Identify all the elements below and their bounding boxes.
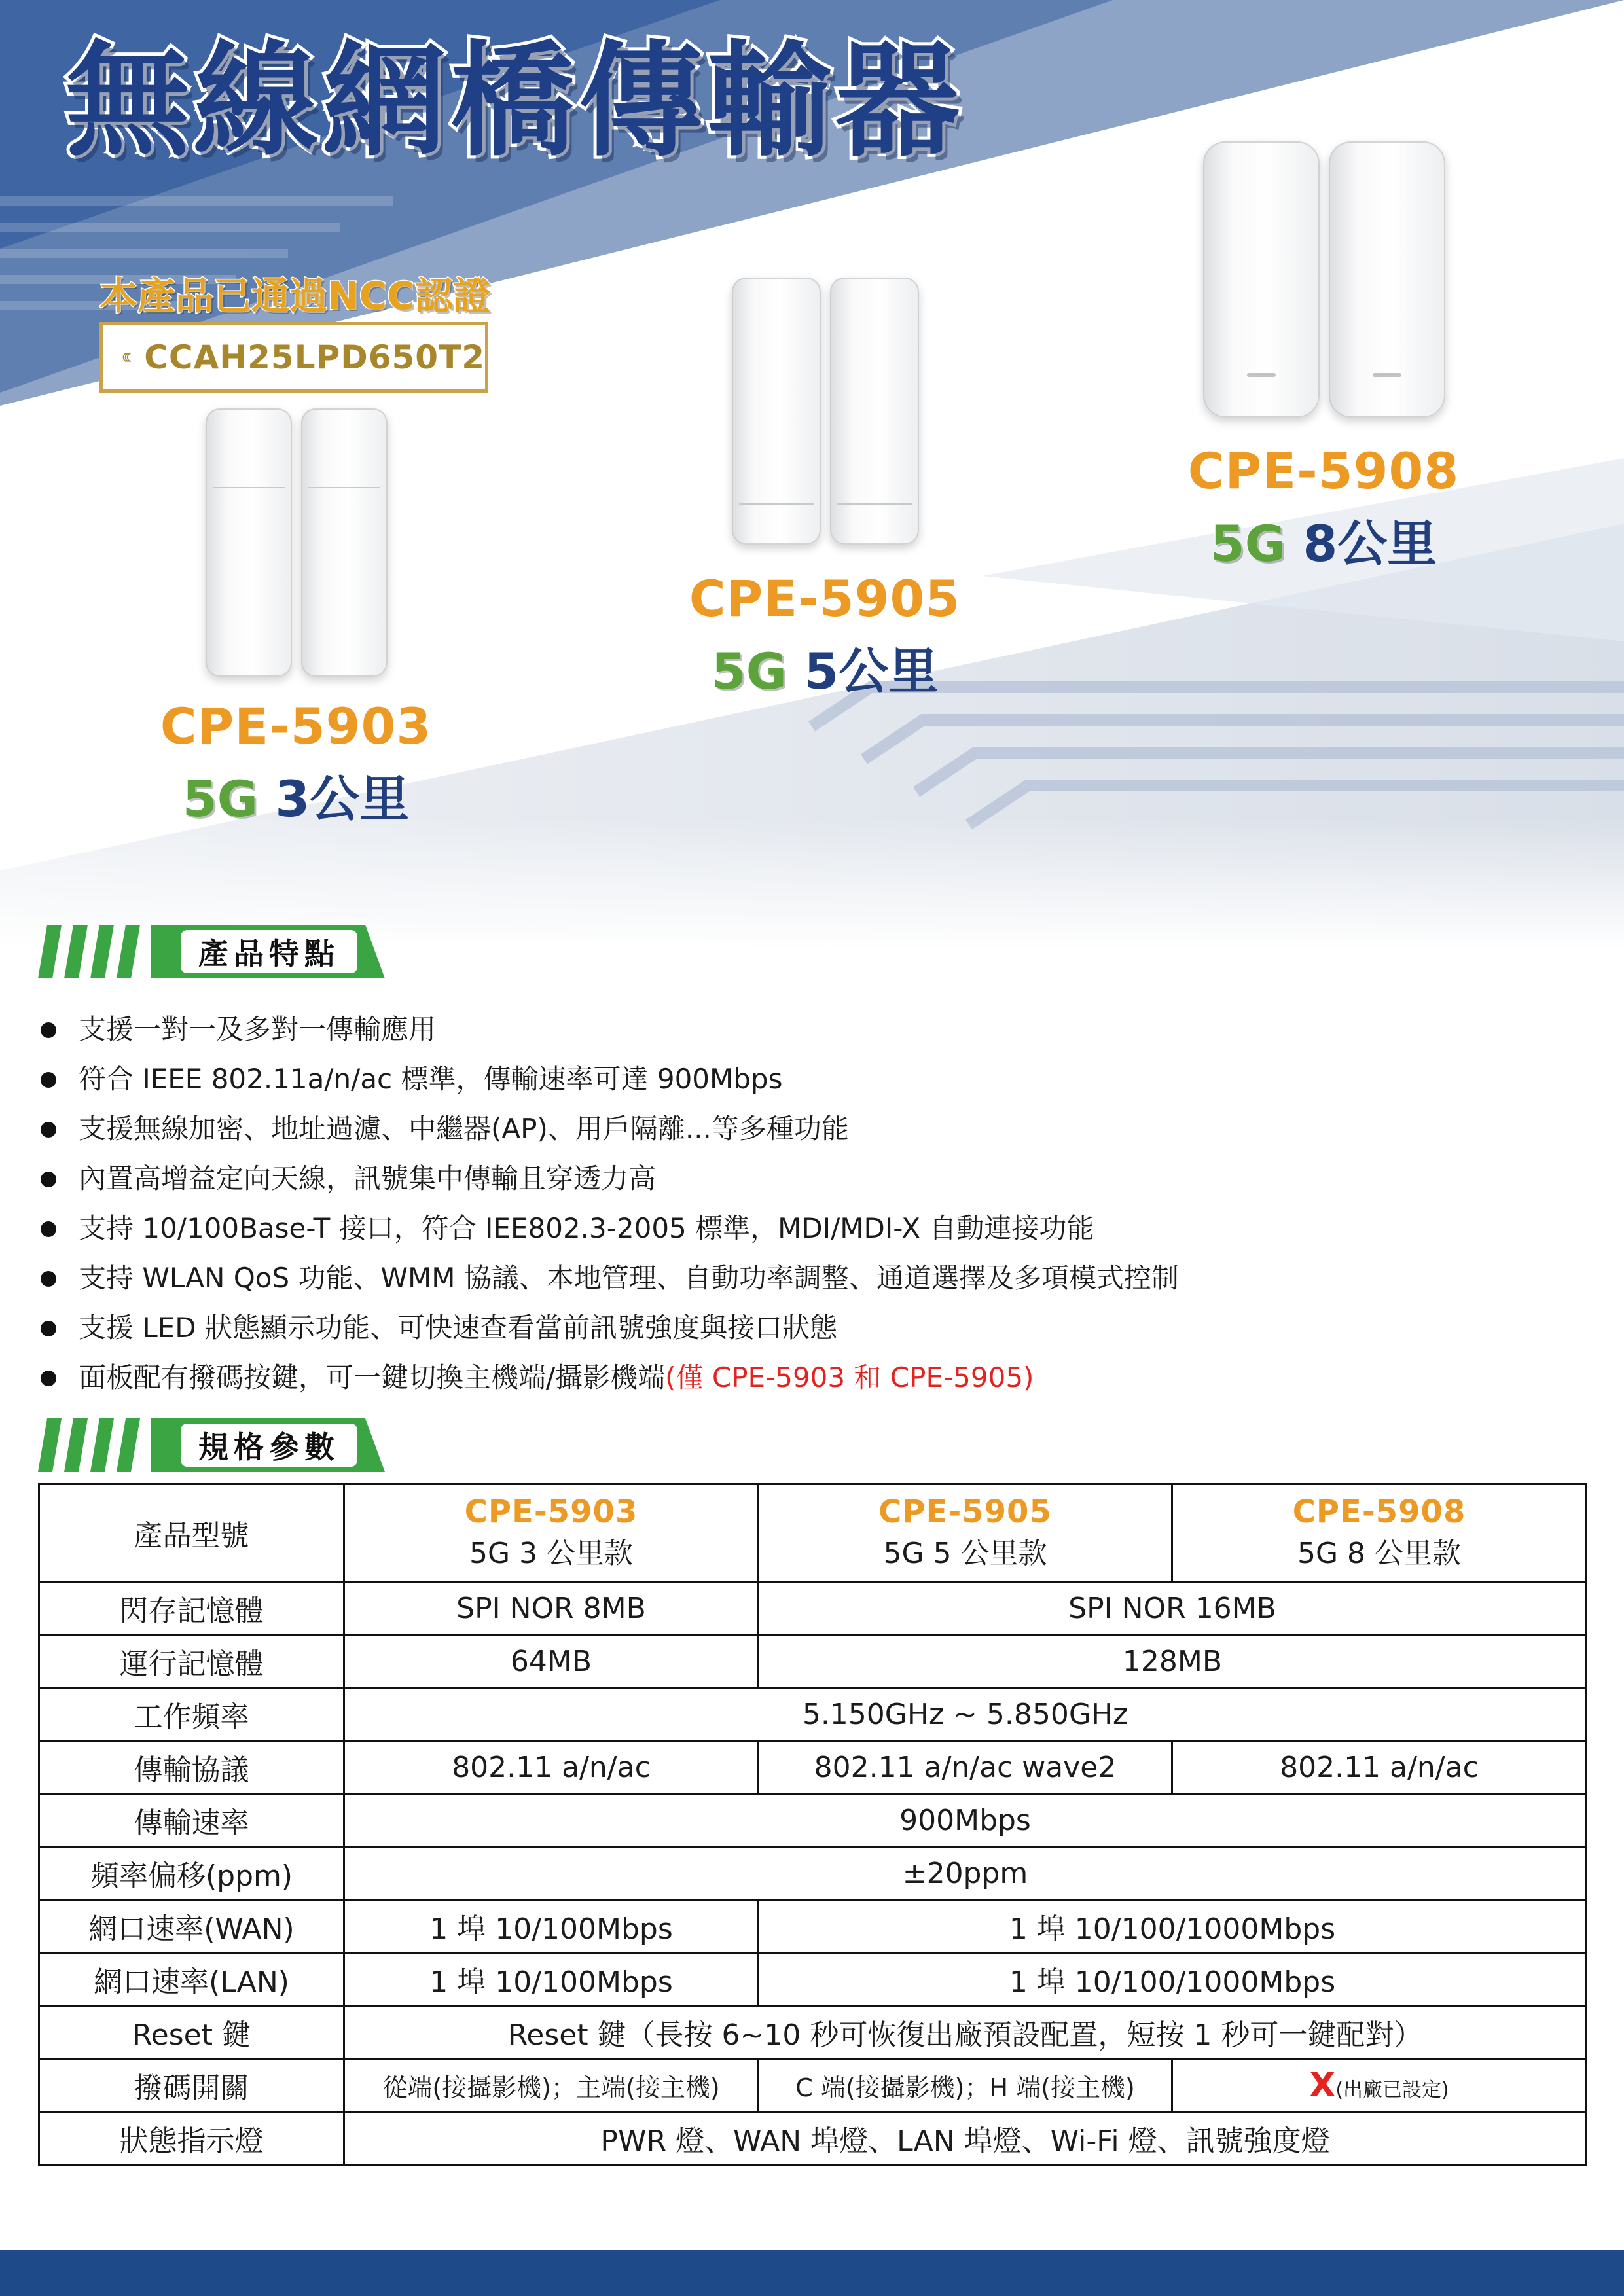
cpe-5903-device-left bbox=[206, 408, 292, 677]
table-row bbox=[39, 1484, 1587, 1582]
cpe-5903-range bbox=[132, 759, 460, 831]
spec-section-header bbox=[38, 1418, 385, 1472]
row-label: 傳輸協議 bbox=[39, 1741, 344, 1794]
spec-table bbox=[38, 1483, 1587, 2166]
cpe-5908-range bbox=[1160, 504, 1487, 575]
table-cell: 1 埠 10/100Mbps bbox=[344, 1900, 759, 1953]
not-applicable-mark: X bbox=[1309, 2066, 1336, 2105]
footer-bar bbox=[0, 2250, 1624, 2296]
ncc-badge bbox=[99, 322, 488, 393]
cpe-5905-band: 5G bbox=[711, 642, 787, 700]
row-label: 網口速率(LAN) bbox=[39, 1953, 344, 2006]
bullet-icon bbox=[41, 1022, 56, 1038]
cpe-5903-band: 5G bbox=[182, 770, 258, 828]
row-label: 頻率偏移(ppm) bbox=[39, 1847, 344, 1900]
list-item: 支援無線加密、地址過濾、中繼器(AP)、用戶隔離...等多種功能 bbox=[38, 1104, 1179, 1154]
cpe-5908-device-left bbox=[1203, 141, 1320, 418]
bullet-icon bbox=[41, 1371, 56, 1386]
table-row bbox=[39, 2059, 1587, 2112]
model-cell: CPE-5905 5G 5 公里款 bbox=[759, 1484, 1172, 1582]
cpe-5908-distance: 8公里 bbox=[1303, 514, 1437, 573]
table-row bbox=[39, 1953, 1587, 2006]
row-label: Reset 鍵 bbox=[39, 2006, 344, 2059]
table-row bbox=[39, 1847, 1587, 1900]
table-row bbox=[39, 1635, 1587, 1688]
row-label: 傳輸速率 bbox=[39, 1794, 344, 1847]
cpe-5908-model: CPE-5908 bbox=[1187, 442, 1460, 500]
page-title: 無線網橋傳輸器 bbox=[65, 29, 964, 173]
cpe-5905-device-left bbox=[732, 278, 821, 545]
spec-heading: 規格參數 bbox=[198, 1429, 340, 1465]
ncc-logo-icon bbox=[120, 336, 132, 379]
cpe-5903-model: CPE-5903 bbox=[160, 697, 432, 755]
features-heading: 產品特點 bbox=[198, 936, 340, 971]
bullet-icon bbox=[41, 1271, 56, 1287]
table-cell bbox=[1172, 2059, 1587, 2112]
table-row bbox=[39, 1794, 1587, 1847]
cpe-5903-device-right bbox=[301, 408, 388, 677]
row-label: 運行記憶體 bbox=[39, 1635, 344, 1688]
row-label: 產品型號 bbox=[39, 1484, 344, 1582]
ncc-certified-heading: 本產品已通過NCC認證 bbox=[99, 274, 491, 318]
row-label: 閃存記憶體 bbox=[39, 1582, 344, 1635]
row-label: 狀態指示燈 bbox=[39, 2112, 344, 2165]
bullet-icon bbox=[41, 1321, 56, 1336]
table-row bbox=[39, 1688, 1587, 1741]
list-item: 支援一對一及多對一傳輸應用 bbox=[38, 1005, 1179, 1054]
row-label: 網口速率(WAN) bbox=[39, 1900, 344, 1953]
row-label: 工作頻率 bbox=[39, 1688, 344, 1741]
table-cell: 1 埠 10/100/1000Mbps bbox=[759, 1900, 1587, 1953]
factory-set-note: (出廠已設定) bbox=[1335, 2079, 1449, 2102]
list-item: 支援 LED 狀態顯示功能、可快速查看當前訊號強度與接口狀態 bbox=[38, 1303, 1179, 1353]
model-cell: CPE-5908 5G 8 公里款 bbox=[1172, 1484, 1587, 1582]
table-cell: 5.150GHz ~ 5.850GHz bbox=[344, 1688, 1587, 1741]
table-row bbox=[39, 2112, 1587, 2165]
table-cell: C 端(接攝影機)；H 端(接主機) bbox=[759, 2059, 1172, 2112]
table-cell: 從端(接攝影機)；主端(接主機) bbox=[344, 2059, 759, 2112]
table-cell: SPI NOR 16MB bbox=[759, 1582, 1587, 1635]
features-section-header bbox=[38, 925, 385, 978]
table-cell: SPI NOR 8MB bbox=[344, 1582, 759, 1635]
list-item: 內置高增益定向天線，訊號集中傳輸且穿透力高 bbox=[38, 1154, 1179, 1204]
table-cell: 128MB bbox=[759, 1635, 1587, 1688]
table-cell: 1 埠 10/100Mbps bbox=[344, 1953, 759, 2006]
table-row bbox=[39, 2006, 1587, 2059]
table-cell: 802.11 a/n/ac bbox=[344, 1741, 759, 1794]
table-cell: 802.11 a/n/ac wave2 bbox=[759, 1741, 1172, 1794]
list-item: 符合 IEEE 802.11a/n/ac 標準，傳輸速率可達 900Mbps bbox=[38, 1054, 1179, 1104]
table-cell: 802.11 a/n/ac bbox=[1172, 1741, 1587, 1794]
table-cell: 900Mbps bbox=[344, 1794, 1587, 1847]
table-cell: 64MB bbox=[344, 1635, 759, 1688]
row-label: 撥碼開關 bbox=[39, 2059, 344, 2112]
list-item: 支持 10/100Base-T 接口，符合 IEE802.3-2005 標準，MDI/MDI-X 自動連接功能 bbox=[38, 1204, 1179, 1253]
cpe-5905-distance: 5公里 bbox=[804, 642, 939, 700]
table-row bbox=[39, 1741, 1587, 1794]
cpe-5905-device-right bbox=[830, 278, 919, 545]
table-cell: PWR 燈、WAN 埠燈、LAN 埠燈、Wi-Fi 燈、訊號強度燈 bbox=[344, 2112, 1587, 2165]
table-cell: 1 埠 10/100/1000Mbps bbox=[759, 1953, 1587, 2006]
list-item: 面板配有撥碼按鍵，可一鍵切換主機端/攝影機端(僅 CPE-5903 和 CPE-5905) bbox=[38, 1353, 1179, 1403]
bullet-icon bbox=[41, 1072, 56, 1088]
table-row bbox=[39, 1900, 1587, 1953]
feature-note: (僅 CPE-5903 和 CPE-5905) bbox=[665, 1361, 1034, 1393]
bullet-icon bbox=[41, 1172, 56, 1187]
cpe-5905-range bbox=[661, 632, 988, 703]
list-item: 支持 WLAN QoS 功能、WMM 協議、本地管理、自動功率調整、通道選擇及多項模式控制 bbox=[38, 1253, 1179, 1303]
bullet-icon bbox=[41, 1221, 56, 1237]
cpe-5908-band: 5G bbox=[1210, 514, 1286, 573]
table-cell: ±20ppm bbox=[344, 1847, 1587, 1900]
cpe-5903-distance: 3公里 bbox=[275, 770, 410, 828]
table-row bbox=[39, 1582, 1587, 1635]
ncc-code: CCAH25LPD650T2 bbox=[144, 338, 485, 376]
table-cell: Reset 鍵（長按 6~10 秒可恢復出廠預設配置，短按 1 秒可一鍵配對） bbox=[344, 2006, 1587, 2059]
cpe-5908-device-right bbox=[1329, 141, 1445, 418]
model-cell: CPE-5903 5G 3 公里款 bbox=[344, 1484, 759, 1582]
features-list bbox=[38, 1005, 1179, 1403]
cpe-5905-model: CPE-5905 bbox=[689, 569, 961, 628]
bullet-icon bbox=[41, 1122, 56, 1138]
